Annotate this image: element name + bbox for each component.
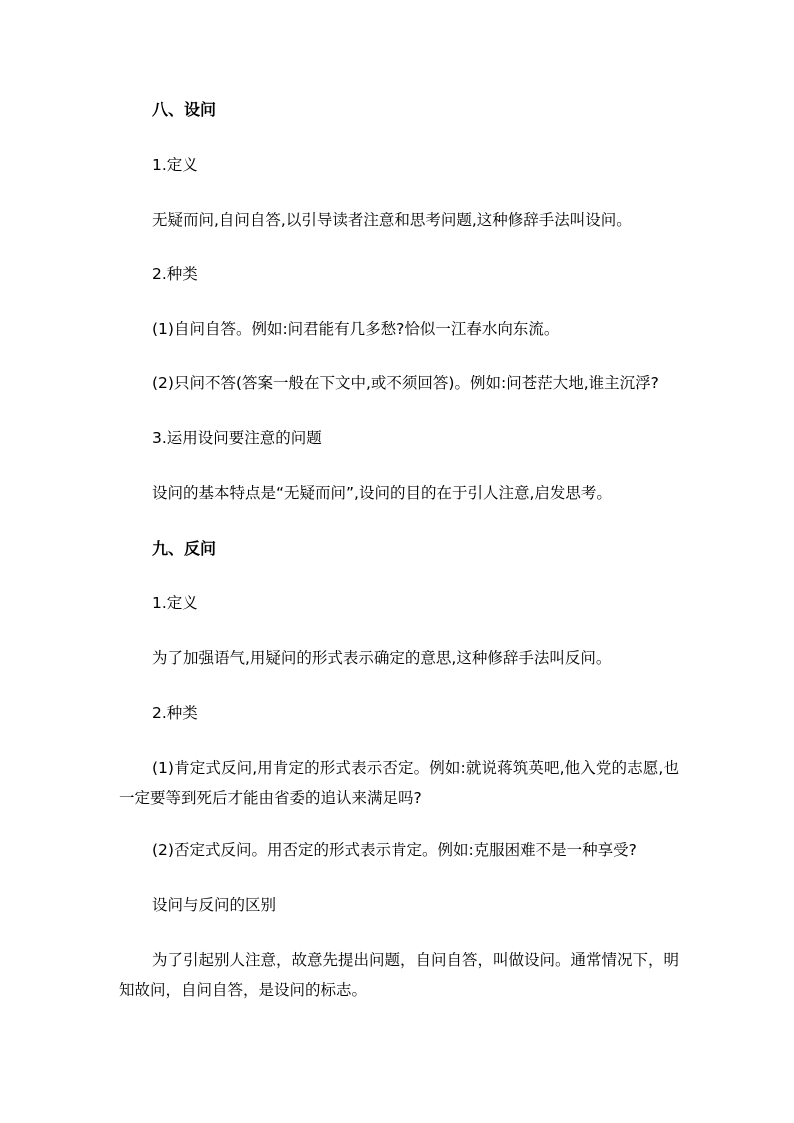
section-8-notes-heading: 3.运用设问要注意的问题 <box>152 429 322 447</box>
section-8-definition-heading: 1.定义 <box>152 156 198 174</box>
comparison-text: 为了引起别人注意，故意先提出问题，自问自答，叫做设问。通常情况下，明知故问，自问自答，是设问的标志。 <box>119 951 680 999</box>
section-9-type-1: (1)肯定式反问,用肯定的形式表示否定。例如:就说蒋筑英吧,他入党的志愿,也一定要等到死后才能由省委的追认来满足吗? <box>119 759 679 807</box>
section-8-types-heading: 2.种类 <box>152 265 198 283</box>
section-8-notes-text: 设问的基本特点是“无疑而问”,设问的目的在于引人注意,启发思考。 <box>152 484 612 502</box>
section-8-type-2: (2)只问不答(答案一般在下文中,或不须回答)。例如:问苍茫大地,谁主沉浮? <box>152 374 659 392</box>
section-8-title: 八、设问 <box>152 100 217 119</box>
comparison-heading: 设问与反问的区别 <box>152 896 277 914</box>
section-8-definition-text: 无疑而问,自问自答,以引导读者注意和思考问题,这种修辞手法叫设问。 <box>152 211 632 229</box>
section-9-type-2: (2)否定式反问。用否定的形式表示肯定。例如:克服困难不是一种享受? <box>152 841 637 859</box>
section-9-types-heading: 2.种类 <box>152 704 198 722</box>
section-9-title: 九、反问 <box>152 539 217 558</box>
section-9-definition-heading: 1.定义 <box>152 594 198 612</box>
section-8-type-1: (1)自问自答。例如:问君能有几多愁?恰似一江春水向东流。 <box>152 320 560 338</box>
section-9-definition-text: 为了加强语气,用疑问的形式表示确定的意思,这种修辞手法叫反问。 <box>152 649 612 667</box>
